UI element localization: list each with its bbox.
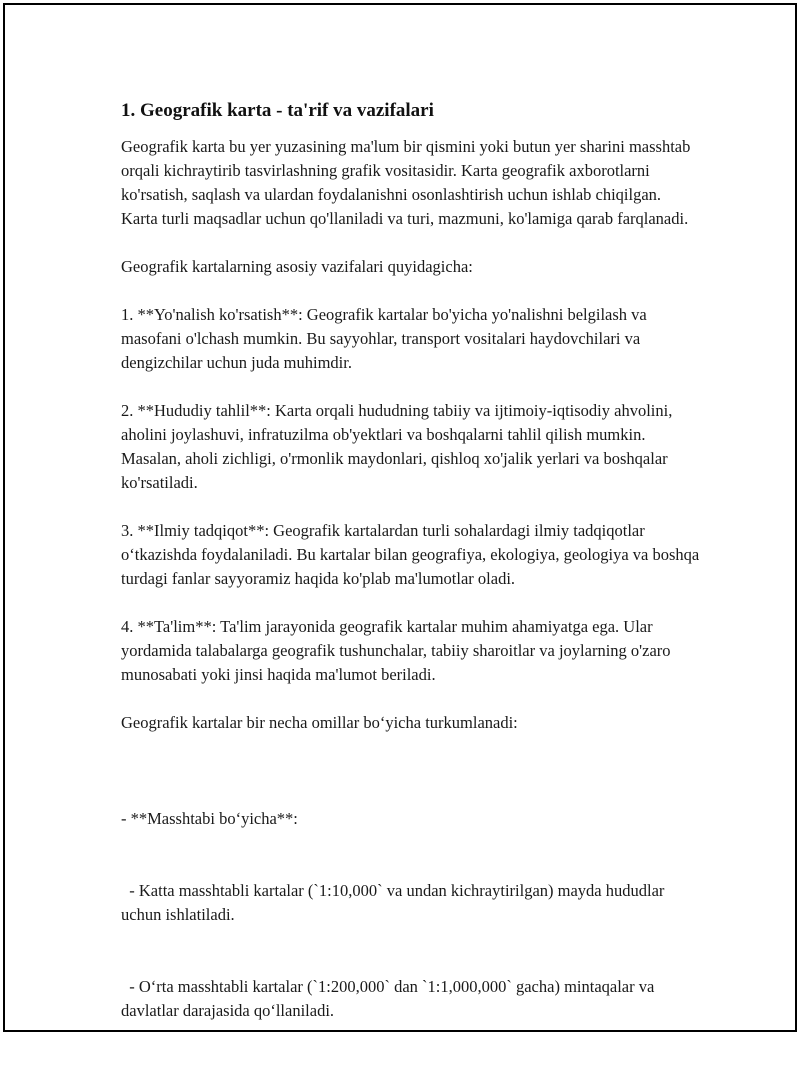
classification-item-medium-scale: - O‘rta masshtabli kartalar (`1:200,000` dan `1:1,000,000` gacha) mintaqalar va davlatlar darajasida qo‘llaniladi. — [121, 977, 659, 1020]
function-item-navigation: 1. **Yo'nalish ko'rsatish**: Geografik kartalar bo'yicha yo'nalishni belgilash va masofani o'lchash mumkin. Bu sayyohlar, transport vositalari haydovchilari va dengizchilar uchun juda muhimdir. — [121, 305, 651, 372]
page-frame — [3, 3, 797, 1032]
intro-paragraph: Geografik karta bu yer yuzasining ma'lum bir qismini yoki butun yer sharini masshtab orqali kichraytirib tasvirlashning grafik vositasidir. Karta geografik axborotlarni ko'rsatish, saqlash va ulardan foydalanishni osonlashtirish uchun ishlab chiqilgan. Karta turli maqsadlar uchun qo'llaniladi va turi, mazmuni, ko'lamiga qarab farqlanadi. — [121, 137, 695, 228]
function-item-territorial-analysis: 2. **Hududiy tahlil**: Karta orqali hududning tabiiy va ijtimoiy-iqtisodiy ahvolini, aholini joylashuvi, infratuzilma ob'yektlari va boshqalarni tahlil qilish mumkin. Masalan, aholi zichligi, o'rmonlik maydonlari, qishloq xo'jalik yerlari va boshqalar ko'rsatiladi. — [121, 401, 677, 492]
document-title: 1. Geografik karta - ta'rif va vazifalari — [121, 100, 434, 121]
classification-heading: Geografik kartalar bir necha omillar bo‘yicha turkumlanadi: — [121, 713, 518, 732]
classification-label: - **Masshtabi bo‘yicha**: — [121, 809, 298, 828]
classification-list — [121, 759, 701, 1071]
function-item-education: 4. **Ta'lim**: Ta'lim jarayonida geografik kartalar muhim ahamiyatga ega. Ular yordamida talabalarga geografik tushunchalar, tabiiy sharoitlar va joylarning o'zaro munosabati yoki jinsi haqida ma'lumot beriladi. — [121, 617, 675, 684]
document-body — [121, 97, 704, 1071]
function-item-scientific-research: 3. **Ilmiy tadqiqot**: Geografik kartalardan turli sohalardagi ilmiy tadqiqotlar o‘tkazishda foydalaniladi. Bu kartalar bilan geografiya, ekologiya, geologiya va boshqa turdagi fanlar sayyoramiz haqida ko'plab ma'lumotlar oladi. — [121, 521, 704, 588]
classification-item-large-scale: - Katta masshtabli kartalar (`1:10,000` va undan kichraytirilgan) mayda hududlar uchun ishlatiladi. — [121, 881, 669, 924]
functions-heading: Geografik kartalarning asosiy vazifalari quyidagicha: — [121, 257, 473, 276]
